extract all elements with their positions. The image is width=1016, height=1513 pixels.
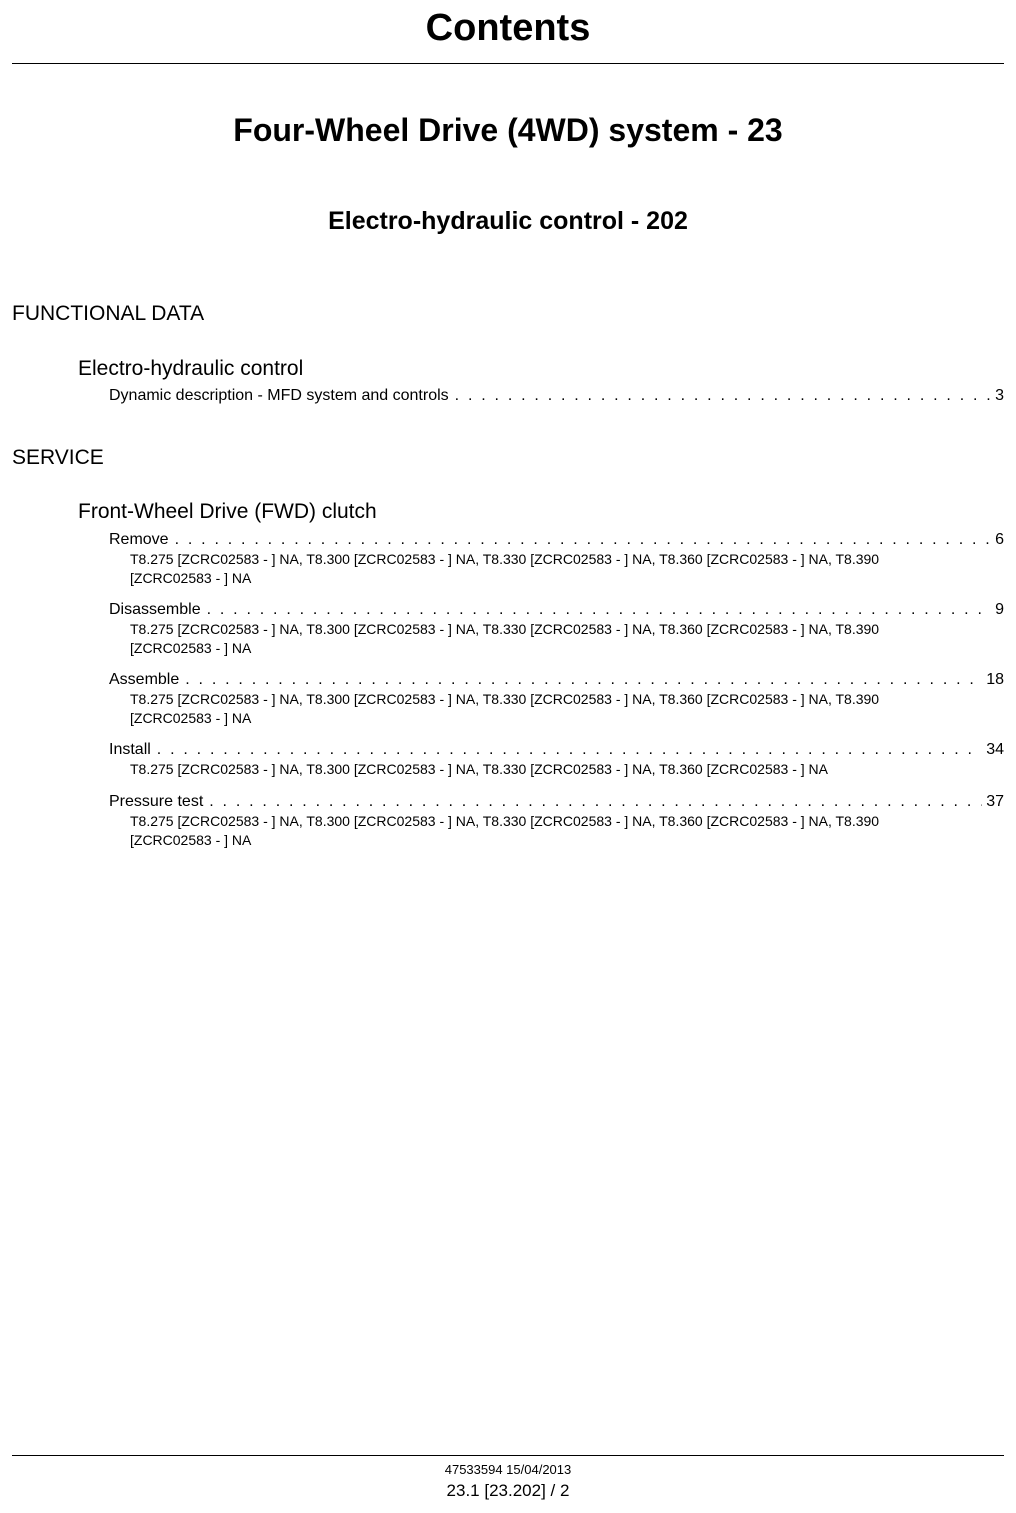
toc-entry-page: 34 bbox=[986, 741, 1004, 758]
toc-entry-install[interactable] bbox=[109, 740, 1004, 779]
toc-entry-title: Pressure test bbox=[109, 793, 204, 810]
dot-leader bbox=[209, 792, 982, 812]
toc-entry-title: Install bbox=[109, 741, 151, 758]
document-code: 47533594 15/04/2013 bbox=[444, 1462, 572, 1477]
group-heading-functional-data: FUNCTIONAL DATA bbox=[12, 302, 205, 325]
toc-entry-title: Assemble bbox=[109, 671, 180, 688]
dot-leader bbox=[157, 740, 982, 760]
header-divider bbox=[12, 63, 1004, 64]
toc-entry-page: 18 bbox=[986, 671, 1004, 688]
toc-entry-page: 6 bbox=[995, 531, 1004, 548]
toc-entry-pressure-test[interactable] bbox=[109, 792, 1004, 850]
toc-entry-page: 9 bbox=[995, 601, 1004, 618]
group-heading-service: SERVICE bbox=[12, 446, 104, 469]
toc-entry-title: Disassemble bbox=[109, 601, 201, 618]
toc-entry-page: 37 bbox=[986, 793, 1004, 810]
toc-entry-disassemble[interactable] bbox=[109, 600, 1004, 658]
toc-entry-models: T8.275 [ZCRC02583 - ] NA, T8.300 [ZCRC02583 - ] NA, T8.330 [ZCRC02583 - ] NA, T8.360 [ZCRC02583 - ] NA, T8.390 [ZCRC02583 - ] NA bbox=[130, 813, 880, 848]
subheading-electro-hydraulic-control: Electro-hydraulic control bbox=[78, 357, 304, 380]
toc-entry-models: T8.275 [ZCRC02583 - ] NA, T8.300 [ZCRC02583 - ] NA, T8.330 [ZCRC02583 - ] NA, T8.360 [ZCRC02583 - ] NA bbox=[130, 761, 828, 777]
page-reference: 23.1 [23.202] / 2 bbox=[446, 1481, 570, 1500]
chapter-title: Four-Wheel Drive (4WD) system - 23 bbox=[233, 112, 783, 148]
dot-leader bbox=[455, 386, 991, 406]
toc-entry-title: Remove bbox=[109, 531, 169, 548]
toc-entry-remove[interactable] bbox=[109, 530, 1004, 588]
dot-leader bbox=[207, 600, 992, 620]
toc-entry-models: T8.275 [ZCRC02583 - ] NA, T8.300 [ZCRC02583 - ] NA, T8.330 [ZCRC02583 - ] NA, T8.360 [ZCRC02583 - ] NA, T8.390 [ZCRC02583 - ] NA bbox=[130, 621, 880, 656]
section-title: Electro-hydraulic control - 202 bbox=[328, 207, 688, 235]
toc-entry-dynamic-description[interactable] bbox=[109, 386, 1004, 406]
toc-entry-models: T8.275 [ZCRC02583 - ] NA, T8.300 [ZCRC02583 - ] NA, T8.330 [ZCRC02583 - ] NA, T8.360 [ZCRC02583 - ] NA, T8.390 [ZCRC02583 - ] NA bbox=[130, 551, 880, 586]
dot-leader bbox=[175, 530, 992, 550]
dot-leader bbox=[185, 670, 982, 690]
toc-entry-models: T8.275 [ZCRC02583 - ] NA, T8.300 [ZCRC02583 - ] NA, T8.330 [ZCRC02583 - ] NA, T8.360 [ZCRC02583 - ] NA, T8.390 [ZCRC02583 - ] NA bbox=[130, 691, 880, 726]
footer-divider bbox=[12, 1455, 1004, 1456]
toc-entry-assemble[interactable] bbox=[109, 670, 1004, 728]
page-title: Contents bbox=[425, 7, 591, 49]
subheading-fwd-clutch: Front-Wheel Drive (FWD) clutch bbox=[78, 500, 377, 523]
toc-entry-title: Dynamic description - MFD system and controls bbox=[109, 387, 449, 404]
toc-entry-page: 3 bbox=[995, 387, 1004, 404]
